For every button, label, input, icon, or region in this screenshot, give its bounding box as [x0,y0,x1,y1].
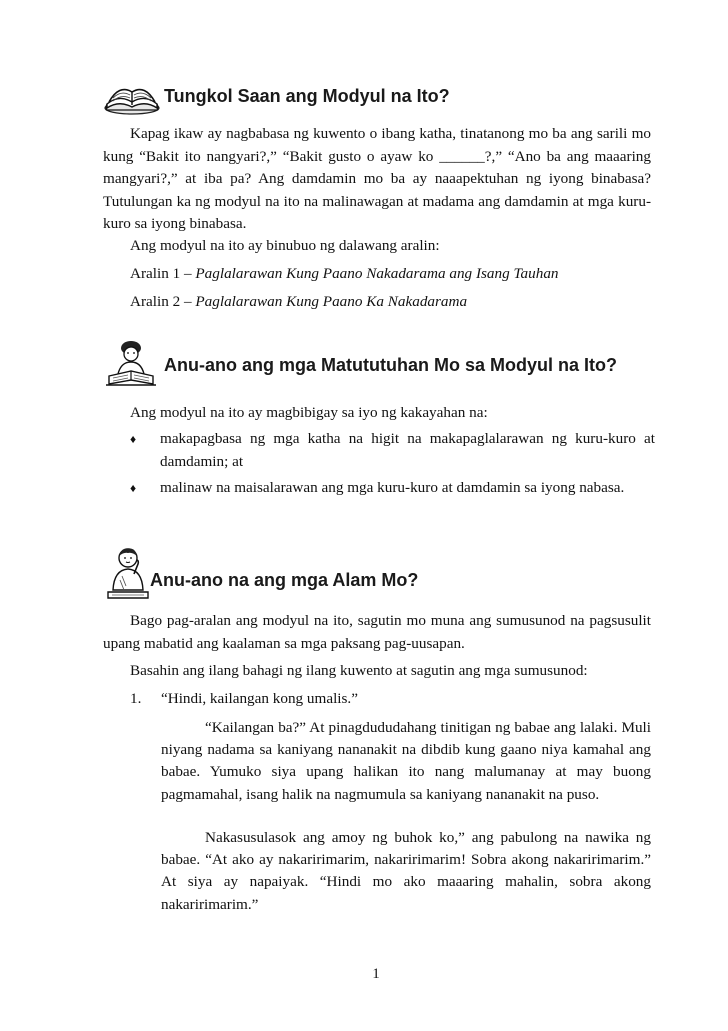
pretest-intro-text: Bago pag-aralan ang modyul na ito, sagutin mo muna ang sumusunod na pagsusulit upang mabatid ang kaalaman sa mga paksang pag-uusapan. [103,612,651,652]
section-heading-row [0,78,728,118]
pretest-intro-paragraph [103,610,651,655]
section-title-learn: Anu-ano ang mga Matututuhan Mo sa Modyul na Ito? [164,355,617,375]
book-icon [103,76,161,121]
story-text: “Kailangan ba?” At pinagdududahang tinitigan ng babae ang lalaki. Muli niyang nadama sa kaniyang nananakit na dibdib kung gaano niya kamahal ang babae. Yumuko siya upang halikan ito nang malumanay at may buong pagmamahal, isang halik na nagmumula sa kaniyang nananakit na puso. [161,719,651,803]
intro-paragraph [103,123,651,236]
section-title-about: Tungkol Saan ang Modyul na Ito? [164,86,450,106]
item-number: 1. [130,690,142,707]
story-paragraph [161,717,651,806]
lesson-label: Aralin 2 – [130,293,192,310]
item-quote: “Hindi, kailangan kong umalis.” [161,690,358,707]
thinking-student-icon [104,546,152,607]
diamond-bullet-icon: ♦ [130,432,137,446]
lesson-1 [130,263,559,285]
section-title-prior-knowledge: Anu-ano na ang mga Alam Mo? [150,570,419,590]
objectives-intro: Ang modyul na ito ay magbibigay sa iyo ng kakayahan na: [130,404,488,421]
section-heading-row [0,560,728,600]
diamond-bullet-icon: ♦ [130,481,137,495]
lesson-title: Paglalarawan Kung Paano Nakadarama ang Isang Tauhan [195,265,559,282]
modules-intro: Ang modyul na ito ay binubuo ng dalawang aralin: [130,237,440,254]
intro-text: Kapag ikaw ay nagbabasa ng kuwento o ibang katha, tinatanong mo ba ang sarili mo kung “Bakit ito nangyari?,” “Bakit gusto o ayaw ko ______?,” “Ano ba ang maaaring mangyari?,” at iba pa? Ang damdamin mo ba ay naaapektuhan ng iyong binabasa? Tutulungan ka ng modyul na ito na malinawagan at madama ang damdamin at mga kuru-kuro sa iyong binabasa. [103,125,651,232]
lesson-title: Paglalarawan Kung Paano Ka Nakadarama [195,293,468,310]
story-paragraph [161,827,651,916]
list-item-text: makapagbasa ng mga katha na higit na makapaglalarawan ng kuru-kuro at damdamin; at [160,430,655,470]
pretest-instruction: Basahin ang ilang bahagi ng ilang kuwento at sagutin ang mga sumusunod: [130,662,588,679]
section-heading-row [0,344,728,384]
page-number: 1 [372,966,380,982]
story-text: Nakasusulasok ang amoy ng buhok ko,” ang pabulong na nawika ng babae. “At ako ay nakaririmarim, nakaririmarim! Sobra akong nakaririmarim.” At siya ay napaiyak. “Hindi mo ako maaaring mahalin, sobra akong nakaririmarim.” [161,829,651,913]
reading-student-icon [103,338,159,395]
list-item-text: malinaw na maisalarawan ang mga kuru-kuro at damdamin sa iyong nabasa. [160,479,625,496]
lesson-label: Aralin 1 – [130,265,192,282]
lesson-2 [130,291,467,313]
